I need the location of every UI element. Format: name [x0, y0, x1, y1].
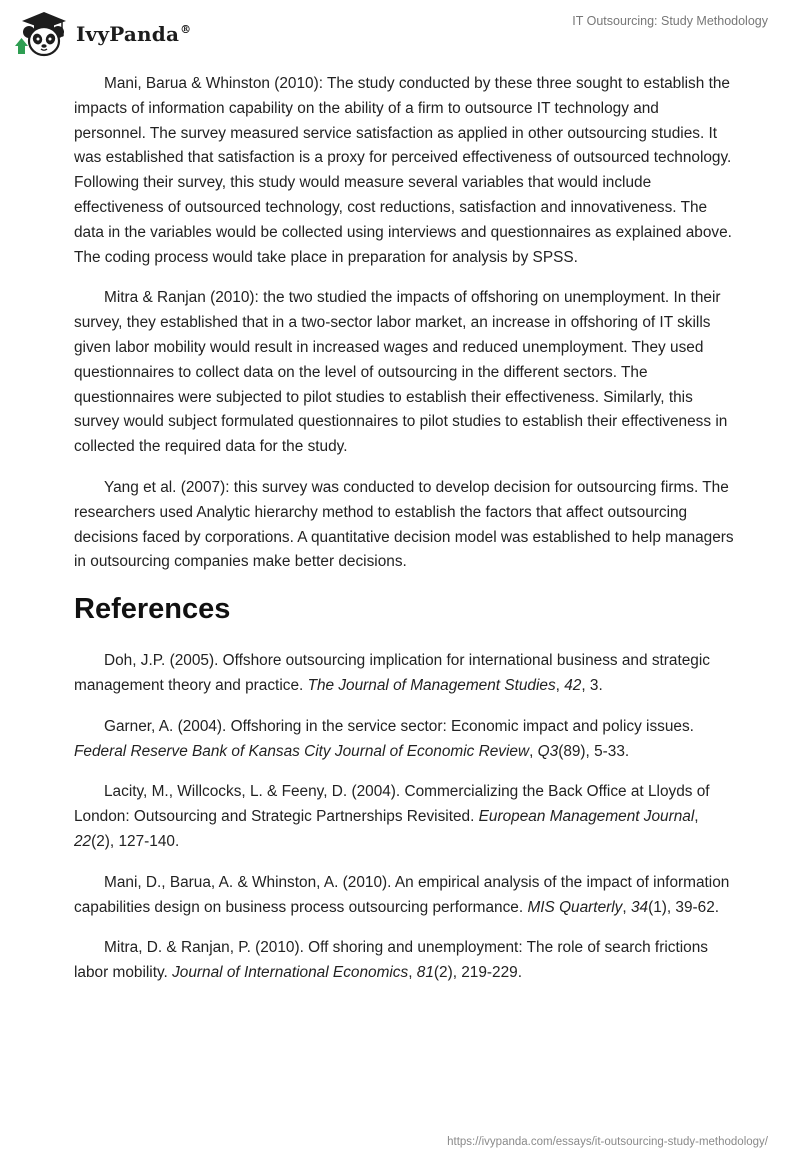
reference-item: Garner, A. (2004). Offshoring in the service sector: Economic impact and policy issues. Federal Reserve Bank of Kansas City Journal of Economic Review, Q3(89), 5-33.	[74, 717, 694, 760]
reference-item: Doh, J.P. (2005). Offshore outsourcing implication for international business and strategic management theory and practice. The Journal of Management Studies, 42, 3.	[74, 652, 710, 694]
page-header	[0, 0, 800, 66]
body-paragraph: Mani, Barua & Whinston (2010): The study conducted by these three sought to establish the impacts of information capability on the ability of a firm to outsource IT technology and personnel. The survey measured service satisfaction as applied in other outsourcing studies. It was established that satisfaction is a proxy for perceived effectiveness of outsourced technology. Following their survey, this study would measure several variables that would include effectiveness of outsourced technology, cost reductions, satisfaction and innovativeness. The data in the variables would be collected using interviews and questionnaires as explained above. The coding process would take place in preparation for analysis by SPSS.	[74, 75, 732, 266]
logo-wordmark: IvyPanda®	[76, 22, 192, 46]
body-paragraph: Yang et al. (2007): this survey was conducted to develop decision for outsourcing firms. The researchers used Analytic hierarchy method to establish the factors that affect outsourcing decisions faced by corporations. A quantitative decision model was established to help managers in outsourcing companies make better decisions.	[74, 478, 734, 571]
reference-item: Mitra, D. & Ranjan, P. (2010). Off shoring and unemployment: The role of search frictions labor mobility. Journal of International Economics, 81(2), 219-229.	[74, 939, 708, 982]
essay-content	[74, 72, 734, 1002]
body-paragraph: Mitra & Ranjan (2010): the two studied the impacts of offshoring on unemployment. In their survey, they established that in a two-sector labor market, an increase in offshoring of IT skills given labor mobility would result in increased wages and reduced unemployment. They used questionnaires to collect data on the level of outsourcing in the different sectors. The questionnaires were subjected to pilot studies to establish their effectiveness. Similarly, this survey would subject formulated questionnaires to pilot studies to establish their effectiveness in collected the required data for the study.	[74, 289, 728, 456]
references-heading: References	[74, 593, 231, 626]
ivypanda-logo[interactable]	[14, 10, 191, 58]
reference-item: Mani, D., Barua, A. & Whinston, A. (2010). An empirical analysis of the impact of information capabilities design on business process outsourcing performance. MIS Quarterly, 34(1), 39-62.	[74, 873, 730, 916]
document-title: IT Outsourcing: Study Methodology	[572, 14, 768, 28]
panda-graduate-icon	[14, 10, 72, 58]
source-url[interactable]: https://ivypanda.com/essays/it-outsourcing-study-methodology/	[447, 1136, 768, 1148]
reference-item: Lacity, M., Willcocks, L. & Feeny, D. (2004). Commercializing the Back Office at Lloyds of London: Outsourcing and Strategic Partnerships Revisited. European Management Journal, 22(2), 127-140.	[74, 783, 710, 850]
